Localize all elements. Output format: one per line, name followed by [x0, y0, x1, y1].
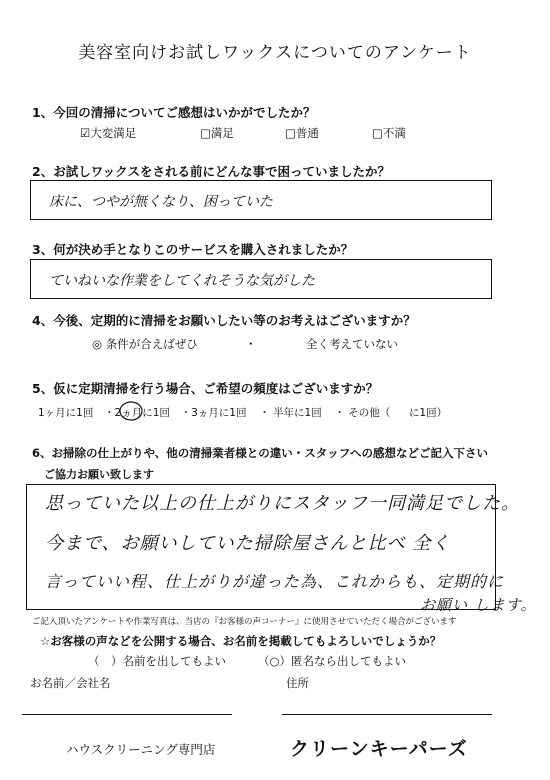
- q1-option-normal[interactable]: □普通: [285, 126, 319, 140]
- q5-bullet: ・: [334, 407, 345, 419]
- q6-answer-line-4: お願い します。: [420, 596, 537, 614]
- checkbox-icon: □: [285, 126, 296, 140]
- checked-box-icon: ☑: [80, 126, 91, 140]
- q1-option-very-satisfied[interactable]: ☑大変満足: [80, 126, 137, 140]
- usage-notice: ご記入頂いたアンケートや作業写真は、当店の『お客様の声コーナー』に使用させていただく場合がございます: [32, 617, 457, 627]
- q1-option-satisfied[interactable]: □満足: [200, 126, 234, 140]
- q3-answer: ていねいな作業をしてくれそうな気がした: [49, 273, 315, 289]
- circled-mark-icon: ◎: [92, 337, 103, 351]
- q5-option-1-month[interactable]: 1ヶ月に1回: [38, 407, 94, 419]
- survey-title: 美容室向けお試しワックスについてのアンケート: [78, 43, 472, 63]
- question-6-subtitle: ご協力お願い致します: [44, 468, 154, 481]
- name-label: お名前／会社名: [30, 676, 111, 690]
- q3-answer-box[interactable]: [30, 259, 492, 299]
- checkbox-icon: □: [372, 126, 383, 140]
- q4-option-if-conditions-match[interactable]: ◎ 条件が合えばぜひ: [92, 337, 198, 351]
- consent-option-name-ok[interactable]: （ ）名前を出してもよい: [88, 654, 226, 668]
- q2-answer-box[interactable]: [30, 180, 492, 220]
- q5-option-half-year[interactable]: 半年に1回: [273, 407, 322, 419]
- checkbox-icon: □: [200, 126, 211, 140]
- q5-option-3-months[interactable]: ・3ヵ月に1回: [180, 407, 247, 419]
- question-2: 2、お試しワックスをされる前にどんな事で困っていましたか？: [32, 164, 390, 179]
- q5-bullet: ・: [259, 407, 270, 419]
- circled-mark-icon: （○）: [258, 654, 292, 668]
- q6-answer-box[interactable]: [26, 484, 520, 610]
- consent-question: ☆お客様の声などを公開する場合、お名前を掲載してもよろしいでしょうか？: [40, 634, 442, 648]
- q6-answer-line-3: 言っていい程、仕上がりが違った為、これからも、定期的に: [45, 572, 505, 591]
- question-6: 6、お掃除の仕上がりや、他の清掃業者様との違い・スタッフへの感想などご記入下さい: [32, 446, 489, 460]
- q2-answer: 床に、つやが無くなり、困っていた: [49, 194, 273, 210]
- question-5: 5、仮に定期清掃を行う場合、ご希望の頻度はございますか？: [32, 381, 379, 396]
- question-1: 1、今回の清掃についてご感想はいかがでしたか？: [32, 105, 316, 120]
- consent-option-anonymous[interactable]: （○）匿名なら出してもよい: [258, 654, 407, 668]
- q5-frequency-options[interactable]: [38, 405, 447, 420]
- q4-bullet: ・: [245, 337, 257, 351]
- address-label: 住所: [286, 676, 309, 690]
- selection-circle-icon: [118, 400, 144, 422]
- q5-other-suffix: に1回）: [408, 407, 448, 419]
- q5-option-other[interactable]: その他（: [348, 407, 391, 419]
- q1-option-unsatisfied[interactable]: □不満: [372, 126, 406, 140]
- q4-option-not-considering[interactable]: 全く考えていない: [306, 337, 398, 351]
- q5-option-2-months[interactable]: ・2ヵ月に1回: [104, 407, 170, 419]
- name-field-line[interactable]: [22, 714, 232, 715]
- question-3: 3、何が決め手となりこのサービスを購入されましたか？: [32, 242, 354, 257]
- shop-type: ハウスクリーニング専門店: [66, 742, 216, 757]
- question-4: 4、今後、定期的に清掃をお願いしたい等のお考えはございますか？: [32, 313, 416, 328]
- address-field-line[interactable]: [282, 714, 492, 715]
- q6-answer-line-2: 今まで、お願いしていた掃除屋さんと比べ 全く: [45, 533, 451, 554]
- q6-answer-line-1: 思っていた以上の仕上がりにスタッフ一同満足でした。: [45, 493, 520, 514]
- brand-logo: クリーンキーパーズ: [290, 738, 468, 760]
